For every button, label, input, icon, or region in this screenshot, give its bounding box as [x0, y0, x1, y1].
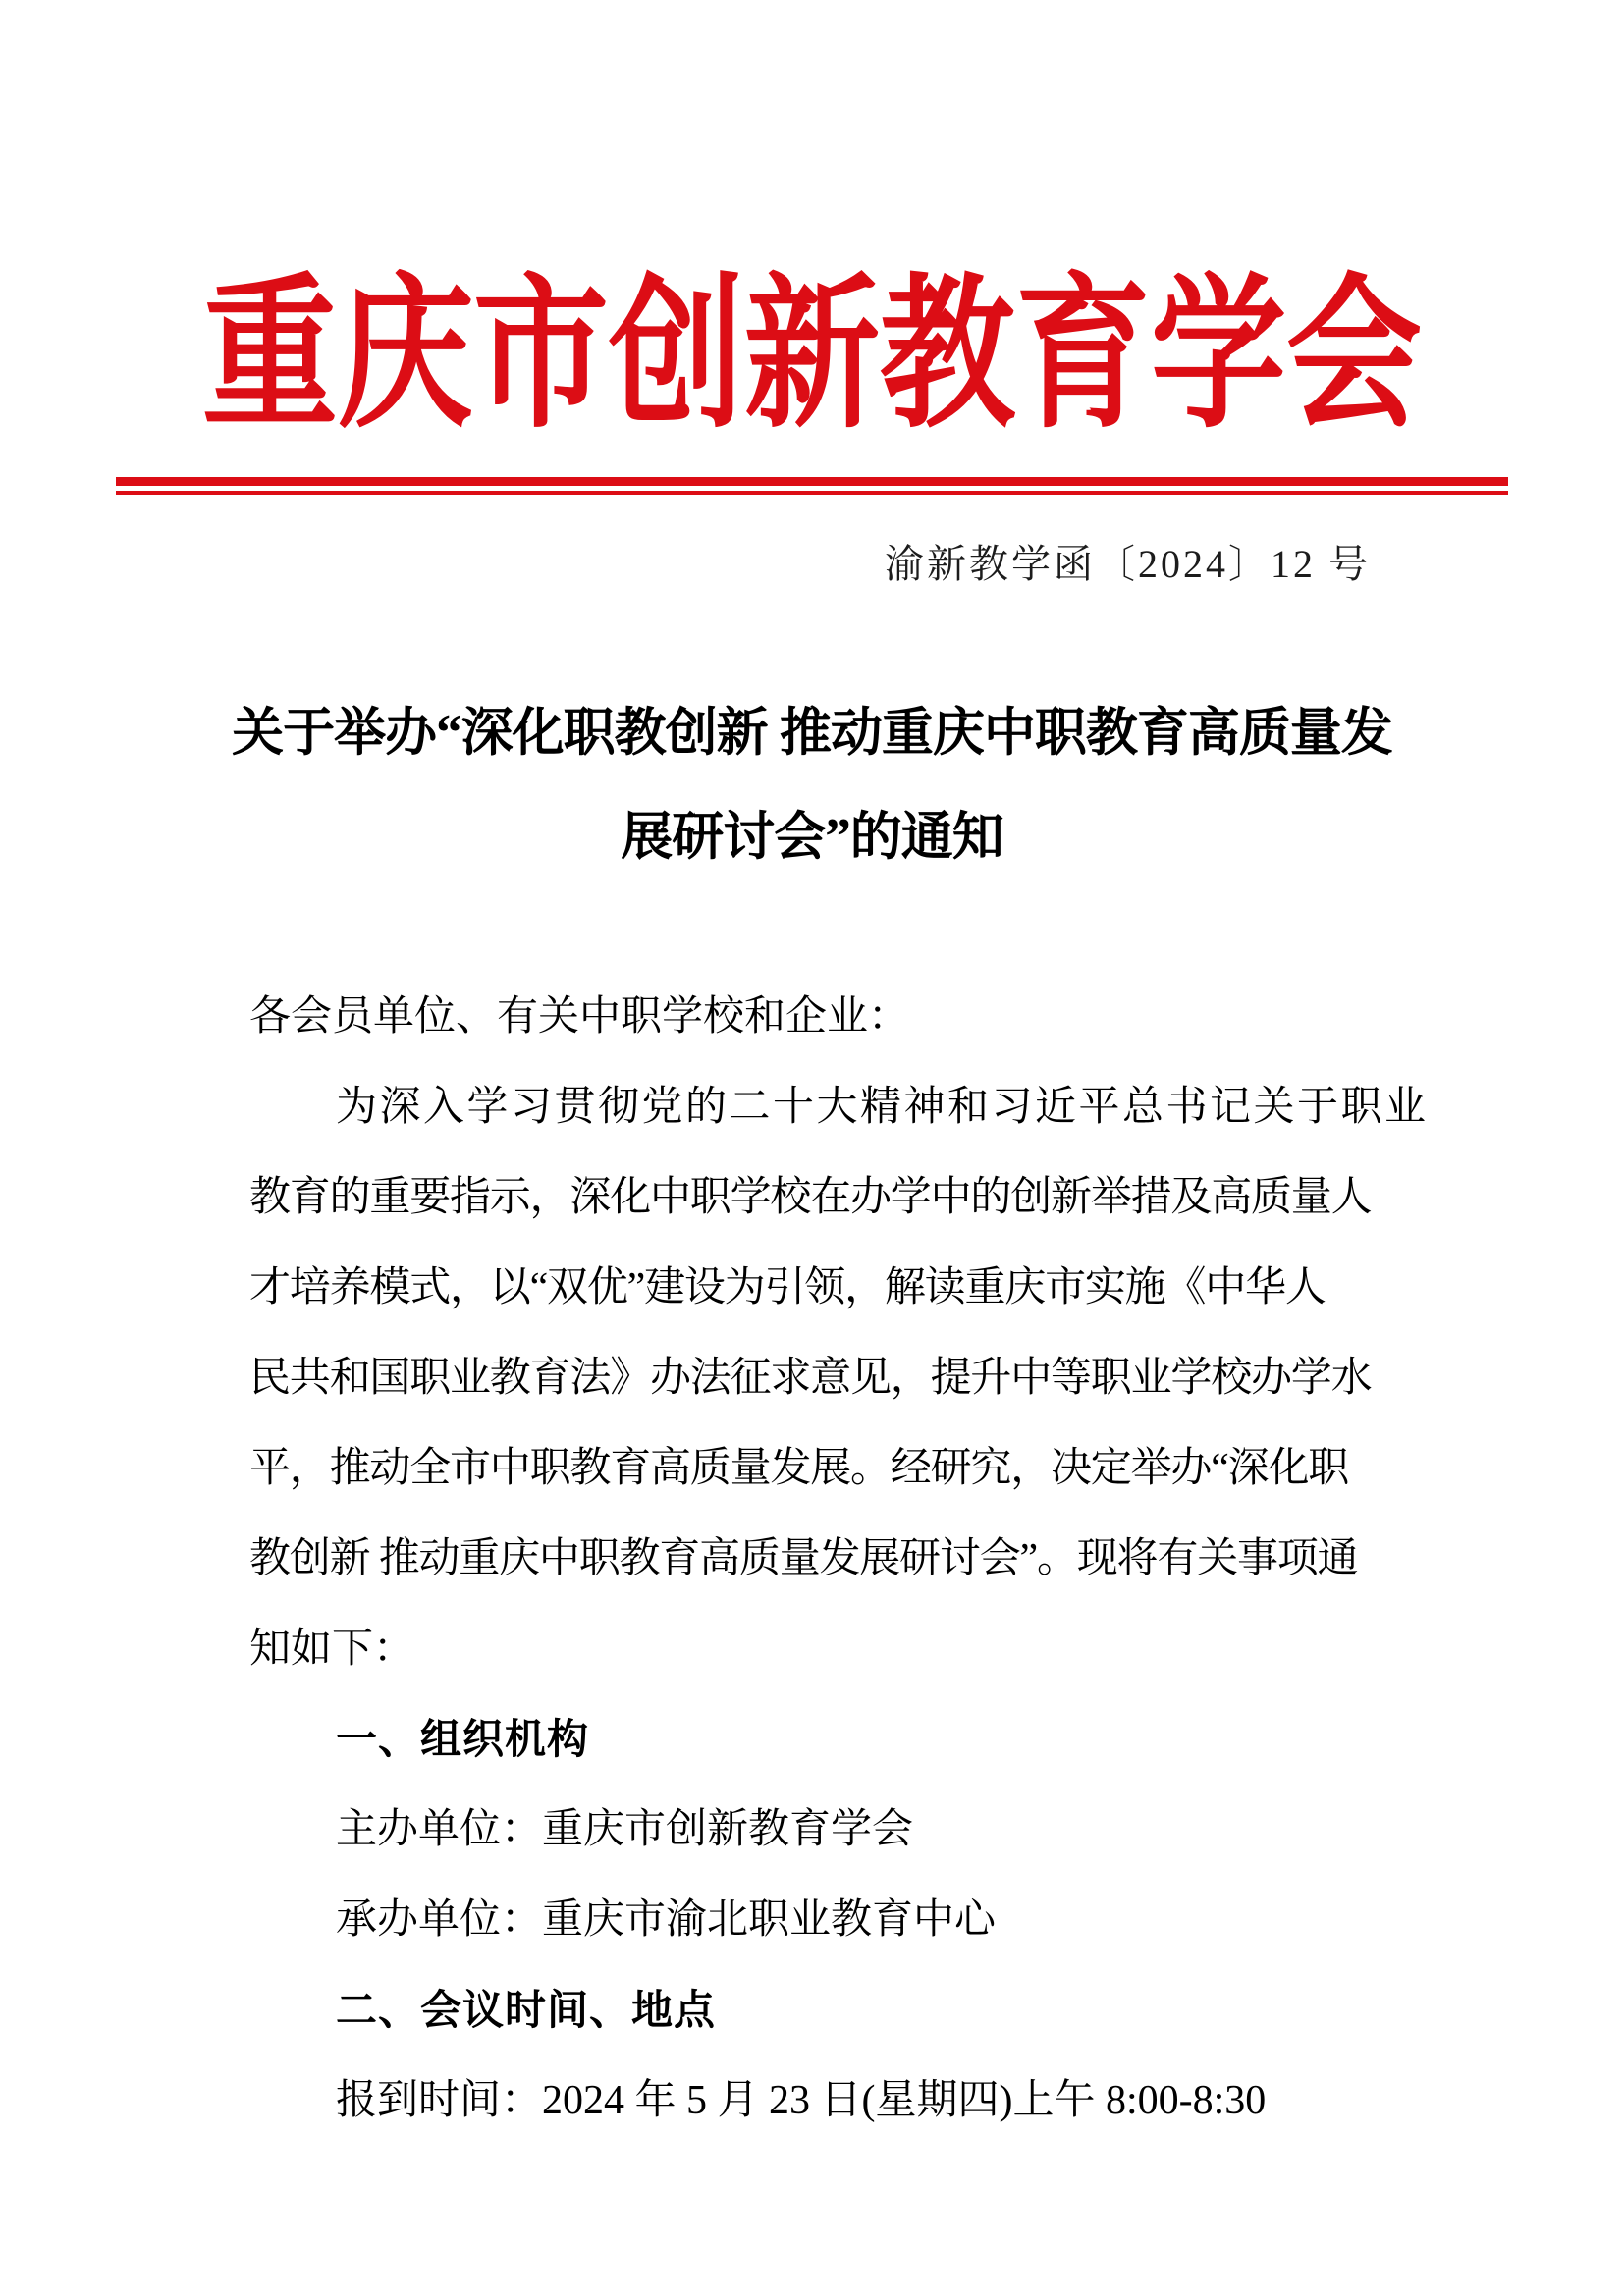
body-line: 教创新 推动重庆中职教育高质量发展研讨会”。现将有关事项通: [249, 1536, 1358, 1581]
body-line: 报到时间：2024 年 5 月 23 日(星期四)上午 8:00-8:30: [336, 2078, 1267, 2123]
section-heading: 一、组织机构: [336, 1716, 590, 1762]
body-line: 知如下：: [249, 1627, 415, 1672]
org-name-header: 重庆市创新教育学会: [201, 264, 1422, 448]
notice-title: [0, 681, 1624, 889]
body-line: 承办单位：重庆市渝北职业教育中心: [336, 1897, 997, 1943]
divider-thick-line: [116, 477, 1508, 486]
body-line: 主办单位：重庆市创新教育学会: [336, 1807, 914, 1852]
body-line: 才培养模式，以“双优”建设为引领，解读重庆市实施《中华人: [249, 1265, 1326, 1310]
body-line: 平，推动全市中职教育高质量发展。经研究，决定举办“深化职: [249, 1446, 1349, 1491]
section-heading: 二、会议时间、地点: [336, 1987, 717, 2033]
body-line: 民共和国职业教育法》办法征求意见，提升中等职业学校办学水: [249, 1356, 1372, 1401]
document-number: 渝新教学函〔2024〕12 号: [885, 542, 1371, 586]
body-line: 为深入学习贯彻党的二十大精神和习近平总书记关于职业: [336, 1085, 1429, 1130]
header-divider: [116, 477, 1508, 495]
notice-title-line-1: 关于举办“深化职教创新 推动重庆中职教育高质量发: [232, 705, 1392, 762]
body-line: 教育的重要指示，深化中职学校在办学中的创新举措及高质量人: [249, 1175, 1372, 1220]
body-line: 各会员单位、有关中职学校和企业：: [249, 994, 910, 1040]
document-body: [249, 972, 1429, 2146]
divider-thin-line: [116, 491, 1508, 495]
notice-title-line-2: 展研讨会”的通知: [621, 809, 1003, 866]
